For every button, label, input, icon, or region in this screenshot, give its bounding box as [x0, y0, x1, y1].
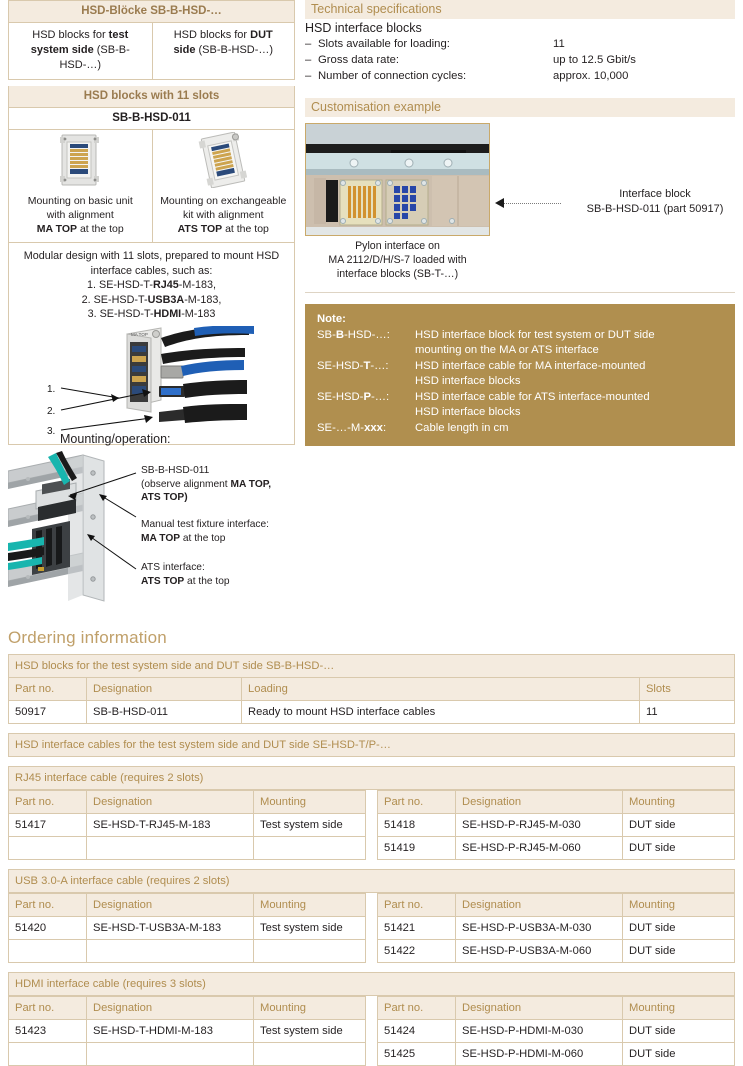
col-header-designation: Designation — [87, 894, 254, 917]
usb-tables — [8, 893, 735, 963]
note-value: HSD interface cable for ATS interface-mounted — [415, 390, 650, 403]
cell-part-no: 51422 — [378, 940, 456, 963]
cell-part-no: 51417 — [9, 814, 87, 837]
table-spacer-row — [9, 940, 366, 963]
note-key-b: B — [335, 328, 345, 341]
cell-mounting: Test system side — [254, 1020, 366, 1043]
table-row — [9, 917, 366, 940]
col-header-mounting: Mounting — [254, 894, 366, 917]
note-key — [317, 421, 415, 437]
customisation-example-heading: Customisation example — [305, 98, 735, 117]
note-value-cont: HSD interface blocks — [415, 375, 521, 387]
customisation-photo — [305, 123, 490, 236]
spec-dash: – — [305, 70, 312, 82]
cable-1-pre: SE-HSD-T- — [99, 279, 153, 291]
blocks-group-header: HSD blocks for the test system side and DUT side SB-B-HSD-… — [9, 655, 735, 678]
note-value-cont: HSD interface blocks — [415, 406, 521, 418]
col-header-part-no: Part no. — [378, 997, 456, 1020]
right-column — [305, 0, 735, 446]
cell-part-no: 51420 — [9, 917, 87, 940]
note-key — [317, 359, 415, 375]
block-side-columns — [8, 23, 295, 80]
rj45-group-band — [8, 766, 735, 790]
note-row — [317, 359, 725, 375]
customisation-photo-caption — [305, 236, 490, 281]
cell-mounting: DUT side — [623, 837, 735, 860]
caption-exch-l3: ATS TOP — [177, 223, 223, 235]
test-label-a: HSD blocks for — [32, 29, 109, 41]
cell-designation: SE-HSD-P-HDMI-M-030 — [456, 1020, 623, 1043]
mount-label-0-l1: SB-B-HSD-011 — [141, 465, 210, 476]
cell-mounting: DUT side — [623, 917, 735, 940]
table-group-row — [9, 655, 735, 678]
caption-basic-l1: Mounting on basic unit — [27, 195, 133, 207]
rj45-group-header: RJ45 interface cable (requires 2 slots) — [9, 767, 735, 790]
note-key-c: -HSD-…: — [344, 328, 390, 341]
custom-caption-l2: MA 2112/D/H/S-7 loaded with — [328, 254, 467, 266]
dut-label-b: DUT — [250, 29, 273, 41]
col-header-part-no: Part no. — [9, 678, 87, 701]
usb-test-system-table — [8, 893, 366, 963]
usb-dut-table — [377, 893, 735, 963]
callout-arrow-icon — [495, 198, 504, 208]
cell-designation: SE-HSD-T-USB3A-M-183 — [87, 917, 254, 940]
col-header-mounting: Mounting — [254, 791, 366, 814]
col-header-designation: Designation — [87, 997, 254, 1020]
col-header-part-no: Part no. — [9, 997, 87, 1020]
note-key-b: xxx — [364, 421, 383, 434]
modular-line1: Modular design with 11 slots, prepared to mount HSD — [23, 250, 280, 262]
mounting-figure — [8, 451, 303, 611]
note-key-a: SE-…-M- — [317, 421, 365, 434]
cables-group-header: HSD interface cables for the test system side and DUT side SE-HSD-T/P-… — [9, 734, 735, 757]
caption-exch-l1: Mounting on exchangeable — [160, 195, 287, 207]
cell-designation: SE-HSD-P-HDMI-M-060 — [456, 1043, 623, 1066]
cable-3-pre: SE-HSD-T- — [99, 308, 154, 320]
cell-designation: SE-HSD-P-RJ45-M-030 — [456, 814, 623, 837]
dut-label-d: (SB-B-HSD-…) — [195, 44, 274, 56]
col-header-part-no: Part no. — [9, 791, 87, 814]
callout-line2: SB-B-HSD-011 (part 50917) — [586, 203, 724, 215]
cell-mounting: Test system side — [254, 917, 366, 940]
col-header-mounting: Mounting — [623, 997, 735, 1020]
col-header-designation: Designation — [456, 791, 623, 814]
table-row — [378, 837, 735, 860]
spec-dash: – — [305, 54, 312, 66]
table-row — [378, 1043, 735, 1066]
col-header-designation: Designation — [456, 997, 623, 1020]
mount-label-0-l3: ATS TOP) — [141, 492, 188, 503]
mount-label-1-l2b: MA TOP — [141, 532, 181, 544]
spec-label: Slots available for loading: — [318, 38, 450, 50]
table-header-row — [9, 894, 366, 917]
col-header-part-no: Part no. — [378, 894, 456, 917]
mount-label-1-l1: Manual test fixture interface: — [141, 519, 269, 530]
block-column-test-system — [9, 23, 152, 79]
note-title: Note: — [317, 313, 346, 325]
cable-1-num: 1. — [86, 279, 99, 291]
callout-line1: Interface block — [619, 188, 691, 200]
slots-band-title: HSD blocks with 11 slots — [8, 86, 295, 108]
caption-exch-l3b: at the top — [222, 223, 269, 235]
col-header-loading: Loading — [242, 678, 640, 701]
test-label-d: (SB-B-HSD-…) — [59, 44, 130, 71]
spec-value: up to 12.5 Gbit/s — [553, 54, 636, 66]
cable-1-post: -M-183, — [178, 279, 216, 291]
dut-label-c: side — [173, 44, 196, 56]
col-header-designation: Designation — [456, 894, 623, 917]
cable-2-post: -M-183, — [184, 293, 222, 306]
note-value: HSD interface block for test system or DUT side — [415, 328, 655, 341]
mount-label-1-l2c: at the top — [180, 532, 226, 544]
cable-1-type: RJ45 — [152, 279, 179, 291]
hsd-block-angled-photo-icon — [195, 132, 251, 188]
note-key — [317, 390, 415, 406]
table-header-row — [378, 997, 735, 1020]
note-key — [317, 328, 415, 344]
cell-part-no: 51418 — [378, 814, 456, 837]
note-box — [305, 304, 735, 446]
mount-label-2-l1: ATS interface: — [141, 562, 205, 573]
spec-row — [305, 68, 735, 84]
cell-part-no: 51419 — [378, 837, 456, 860]
cable-2-pre: SE-HSD-T- — [93, 293, 148, 306]
caption-exchangeable-kit — [152, 192, 295, 242]
cell-designation: SE-HSD-P-USB3A-M-060 — [456, 940, 623, 963]
hsd-block-photo-icon — [54, 132, 106, 188]
hdmi-test-system-table — [8, 996, 366, 1066]
cell-part-no: 51425 — [378, 1043, 456, 1066]
cell-designation: SE-HSD-T-RJ45-M-183 — [87, 814, 254, 837]
cell-part-no: 51421 — [378, 917, 456, 940]
hdmi-group-header: HDMI interface cable (requires 3 slots) — [9, 973, 735, 996]
cell-designation: SE-HSD-P-RJ45-M-060 — [456, 837, 623, 860]
block-photo-row — [9, 130, 294, 192]
mounting-operation-section — [8, 432, 303, 611]
table-row — [9, 701, 735, 724]
cables-group-band — [8, 733, 735, 757]
col-header-designation: Designation — [87, 678, 242, 701]
left-column — [8, 0, 295, 445]
svg-text:MA TOP: MA TOP — [131, 331, 148, 337]
spec-label: Gross data rate: — [318, 54, 399, 66]
cell-loading: Ready to mount HSD interface cables — [242, 701, 640, 724]
block-detail-panel — [8, 108, 295, 445]
note-key-a: SE-HSD- — [317, 390, 364, 403]
usb-group-band — [8, 869, 735, 893]
interface-block-callout — [565, 187, 743, 217]
modular-line2: interface cables, such as: — [90, 264, 213, 277]
cable-list-item-3 — [88, 308, 216, 320]
note-row — [317, 328, 725, 344]
svg-text:1.: 1. — [47, 383, 56, 395]
hsd-blocks-table — [8, 654, 735, 724]
cell-part-no: 51424 — [378, 1020, 456, 1043]
spec-label: Number of connection cycles: — [318, 70, 467, 82]
cell-designation: SE-HSD-T-HDMI-M-183 — [87, 1020, 254, 1043]
col-header-slots: Slots — [639, 678, 734, 701]
note-key-c: -…: — [371, 390, 390, 403]
note-row — [317, 421, 725, 437]
cell-part-no: 50917 — [9, 701, 87, 724]
cable-3-type: HDMI — [153, 308, 182, 320]
pylon-interface-photo-icon — [306, 124, 490, 236]
rj45-tables — [8, 790, 735, 860]
ordering-information-section — [8, 628, 735, 1066]
col-header-mounting: Mounting — [623, 894, 735, 917]
table-header-row — [378, 791, 735, 814]
note-key-a: SE-HSD- — [317, 359, 364, 372]
table-spacer-row — [9, 1043, 366, 1066]
photo-exchangeable-kit-block — [152, 130, 295, 192]
caption-basic-l3b: at the top — [77, 223, 124, 235]
cell-designation: SE-HSD-P-USB3A-M-030 — [456, 917, 623, 940]
caption-basic-unit — [9, 192, 152, 242]
table-row — [378, 814, 735, 837]
svg-text:2.: 2. — [47, 405, 56, 417]
mounting-illustration-icon — [8, 451, 138, 611]
photo-basic-unit-block — [9, 130, 152, 192]
col-header-part-no: Part no. — [9, 894, 87, 917]
spec-value: 11 — [553, 38, 565, 50]
mount-label-2-l2b: ATS TOP — [141, 575, 185, 587]
cable-list-item-1 — [87, 279, 216, 291]
note-value: HSD interface cable for MA interface-mounted — [415, 359, 646, 372]
spec-value: approx. 10,000 — [553, 70, 629, 82]
note-value: Cable length in cm — [415, 421, 509, 434]
technical-subheading: HSD interface blocks — [305, 21, 422, 35]
table-row — [378, 1020, 735, 1043]
hdmi-dut-table — [377, 996, 735, 1066]
cell-mounting: Test system side — [254, 814, 366, 837]
test-label-b: test — [108, 29, 129, 41]
table-header-row — [9, 997, 366, 1020]
cable-3-num: 3. — [87, 308, 100, 320]
mount-label-2-l2c: at the top — [184, 575, 230, 587]
mounting-label-ma — [141, 518, 269, 545]
table-header-row — [9, 678, 735, 701]
spec-dash: – — [305, 38, 312, 50]
table-header-row — [9, 791, 366, 814]
hdmi-group-band — [8, 972, 735, 996]
block-column-dut — [152, 23, 295, 79]
cell-mounting: DUT side — [623, 1020, 735, 1043]
cable-assembly-figure — [9, 326, 294, 444]
cell-mounting: DUT side — [623, 814, 735, 837]
mounting-label-ats — [141, 561, 230, 588]
table-spacer-row — [9, 837, 366, 860]
rj45-dut-table — [377, 790, 735, 860]
mount-label-0-l2a: (observe alignment — [141, 478, 231, 490]
rj45-test-system-table — [8, 790, 366, 860]
table-group-row — [9, 734, 735, 757]
table-row — [9, 814, 366, 837]
table-group-row — [9, 767, 735, 790]
table-group-row — [9, 973, 735, 996]
table-row — [9, 1020, 366, 1043]
technical-spec-list — [305, 36, 735, 84]
note-row — [317, 390, 725, 406]
note-key-a: SB- — [317, 328, 336, 341]
mounting-title: Mounting/operation: — [60, 432, 171, 446]
technical-specifications-heading: Technical specifications — [305, 0, 735, 19]
table-group-row — [9, 870, 735, 893]
dut-label-a: HSD blocks for — [173, 29, 251, 41]
spec-row — [305, 52, 735, 68]
note-key-c: : — [382, 421, 387, 434]
caption-basic-l3: MA TOP — [36, 223, 78, 235]
cable-2-num: 2. — [81, 293, 94, 306]
note-key-b: T — [363, 359, 371, 372]
note-key-c: -…: — [370, 359, 389, 372]
test-label-c: system side — [30, 44, 94, 56]
left-panel-title: HSD-Blöcke SB-B-HSD-… — [8, 0, 295, 23]
custom-caption-l3: interface blocks (SB-T-…) — [336, 268, 459, 280]
note-key-b: P — [363, 390, 371, 403]
customisation-figure-area — [305, 117, 735, 292]
cable-assembly-illustration-icon — [9, 326, 294, 444]
svg-text:3.: 3. — [47, 425, 56, 437]
cable-list-item-2 — [82, 294, 222, 306]
block-caption-row — [9, 192, 294, 243]
cable-2-type: USB3A — [147, 293, 185, 306]
custom-caption-l1: Pylon interface on — [355, 240, 440, 252]
cable-3-post: -M-183 — [181, 308, 216, 320]
mounting-label-block — [141, 464, 271, 505]
modular-description — [9, 243, 294, 326]
caption-exch-l2: kit with alignment — [182, 209, 264, 221]
table-row — [378, 940, 735, 963]
note-value-cont: mounting on the MA or ATS interface — [415, 344, 599, 356]
part-name-label: SB-B-HSD-011 — [9, 108, 294, 130]
cell-mounting: DUT side — [623, 1043, 735, 1066]
col-header-designation: Designation — [87, 791, 254, 814]
caption-basic-l2: with alignment — [46, 209, 114, 221]
cell-mounting: DUT side — [623, 940, 735, 963]
col-header-mounting: Mounting — [623, 791, 735, 814]
callout-leader-line — [503, 203, 561, 204]
ordering-information-title: Ordering information — [8, 628, 167, 647]
cell-slots: 11 — [639, 701, 734, 724]
table-row — [378, 917, 735, 940]
cell-designation: SB-B-HSD-011 — [87, 701, 242, 724]
usb-group-header: USB 3.0-A interface cable (requires 2 slots) — [9, 870, 735, 893]
cell-part-no: 51423 — [9, 1020, 87, 1043]
col-header-mounting: Mounting — [254, 997, 366, 1020]
mount-label-0-l2b: MA TOP, — [230, 478, 272, 490]
hdmi-tables — [8, 996, 735, 1066]
col-header-part-no: Part no. — [378, 791, 456, 814]
spec-row — [305, 36, 735, 52]
table-header-row — [378, 894, 735, 917]
